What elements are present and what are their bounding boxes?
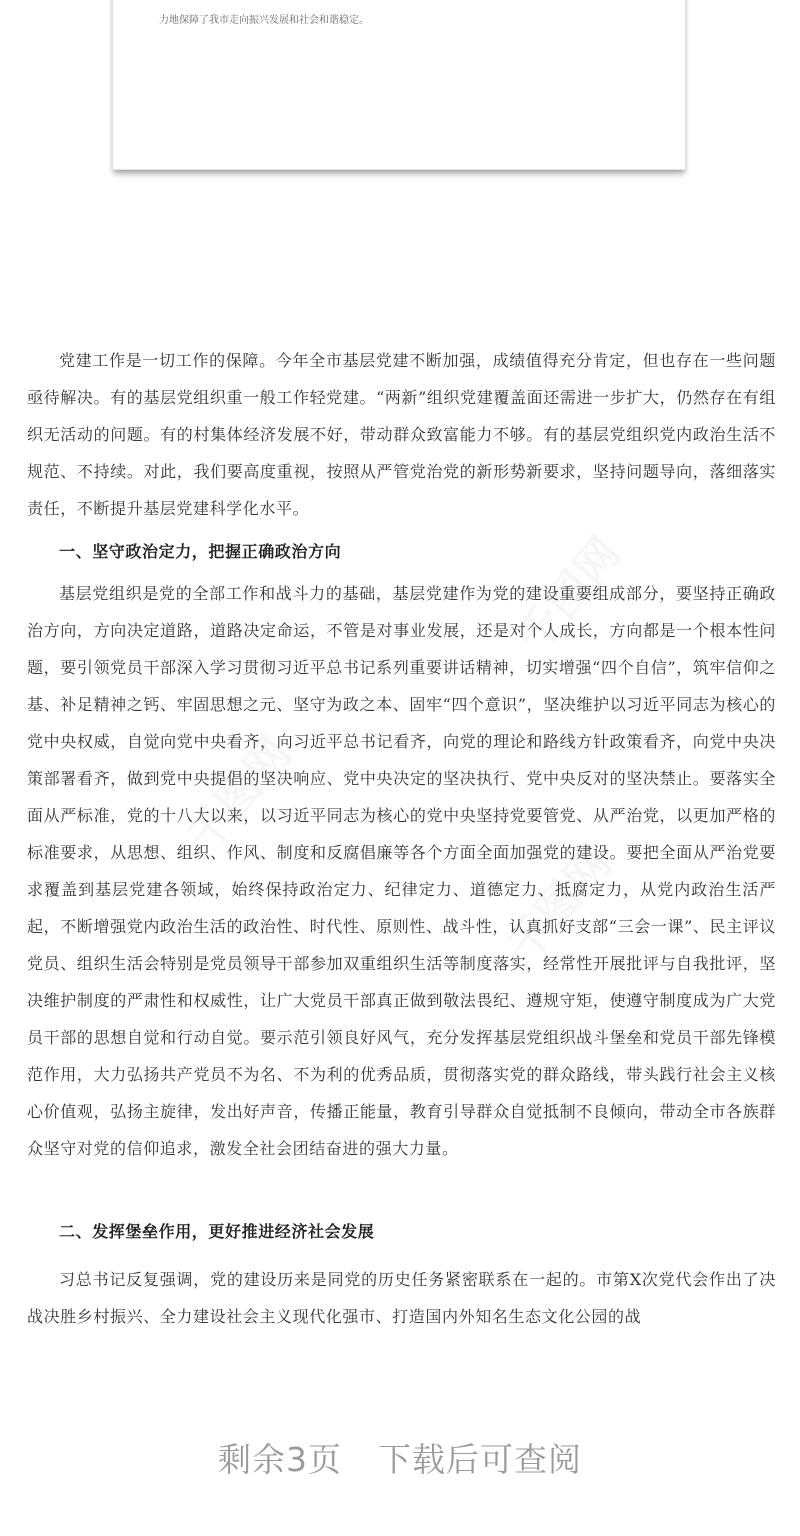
section-heading-1: 一、坚守政治定力，把握正确政治方向 [59, 542, 342, 561]
remaining-pages-banner[interactable] [0, 1430, 800, 1490]
document-preview-card [112, 0, 686, 170]
article-body [27, 342, 776, 1335]
download-to-view-label: 下载后可查阅 [378, 1440, 582, 1479]
intro-paragraph: 党建工作是一切工作的保障。今年全市基层党建不断加强，成绩值得充分肯定，但也存在一些问题亟待解决。有的基层党组织重一般工作轻党建。“两新”组织党建覆盖面还需进一步扩大，仍然存在有组织无活动的问题。有的村集体经济发展不好，带动群众致富能力不够。有的基层党组织党内政治生活不规范、不持续。对此，我们要高度重视，按照从严管党治党的新形势新要求，坚持问题导向，落细落实责任，不断提升基层党建科学化水平。 [27, 351, 776, 518]
section-1-paragraph: 基层党组织是党的全部工作和战斗力的基础，基层党建作为党的建设重要组成部分，要坚持正确政治方向，方向决定道路，道路决定命运，不管是对事业发展，还是对个人成长，方向都是一个根本性问题，要引领党员干部深入学习贯彻习近平总书记系列重要讲话精神，切实增强“四个自信”，筑牢信仰之基、补足精神之钙、牢固思想之元、坚守为政之本、固牢“四个意识”，坚决维护以习近平同志为核心的党中央权威，自觉向党中央看齐，向习近平总书记看齐，向党的理论和路线方针政策看齐，向党中央决策部署看齐，做到党中央提倡的坚决响应、党中央决定的坚决执行、党中央反对的坚决禁止。要落实全面从严标准，党的十八大以来，以习近平同志为核心的党中央坚持党要管党、从严治党，以更加严格的标准要求，从思想、组织、作风、制度和反腐倡廉等各个方面全面加强党的建设。要把全面从严治党要求覆盖到基层党建各领域，始终保持政治定力、纪律定力、道德定力、抵腐定力，从党内政治生活严起，不断增强党内政治生活的政治性、时代性、原则性、战斗性，认真抓好支部“三会一课”、民主评议党员、组织生活会特别是党员领导干部参加双重组织生活等制度落实，经常性开展批评与自我批评，坚决维护制度的严肃性和权威性，让广大党员干部真正做到敬法畏纪、遵规守矩，使遵守制度成为广大党员干部的思想自觉和行动自觉。要示范引领良好风气，充分发挥基层党组织战斗堡垒和党员干部先锋模范作用，大力弘扬共产党员不为名、不为利的优秀品质，贯彻落实党的群众路线，带头践行社会主义核心价值观，弘扬主旋律，发出好声音，传播正能量，教育引导群众自觉抵制不良倾向，带动全市各族群众坚守对党的信仰追求，激发全社会团结奋进的强大力量。 [27, 584, 776, 1158]
section-heading-2: 二、发挥堡垒作用，更好推进经济社会发展 [59, 1222, 375, 1241]
section-2-paragraph: 习总书记反复强调，党的建设历来是同党的历史任务紧密联系在一起的。市第X次党代会作出了决战决胜乡村振兴、全力建设社会主义现代化强市、打造国内外知名生态文化公园的战 [27, 1270, 776, 1326]
preview-text-line: 力地保障了我市走向振兴发展和社会和谐稳定。 [159, 15, 369, 26]
content-fade-overlay [0, 1330, 800, 1410]
remaining-pages-label: 剩余3页 [218, 1440, 342, 1479]
